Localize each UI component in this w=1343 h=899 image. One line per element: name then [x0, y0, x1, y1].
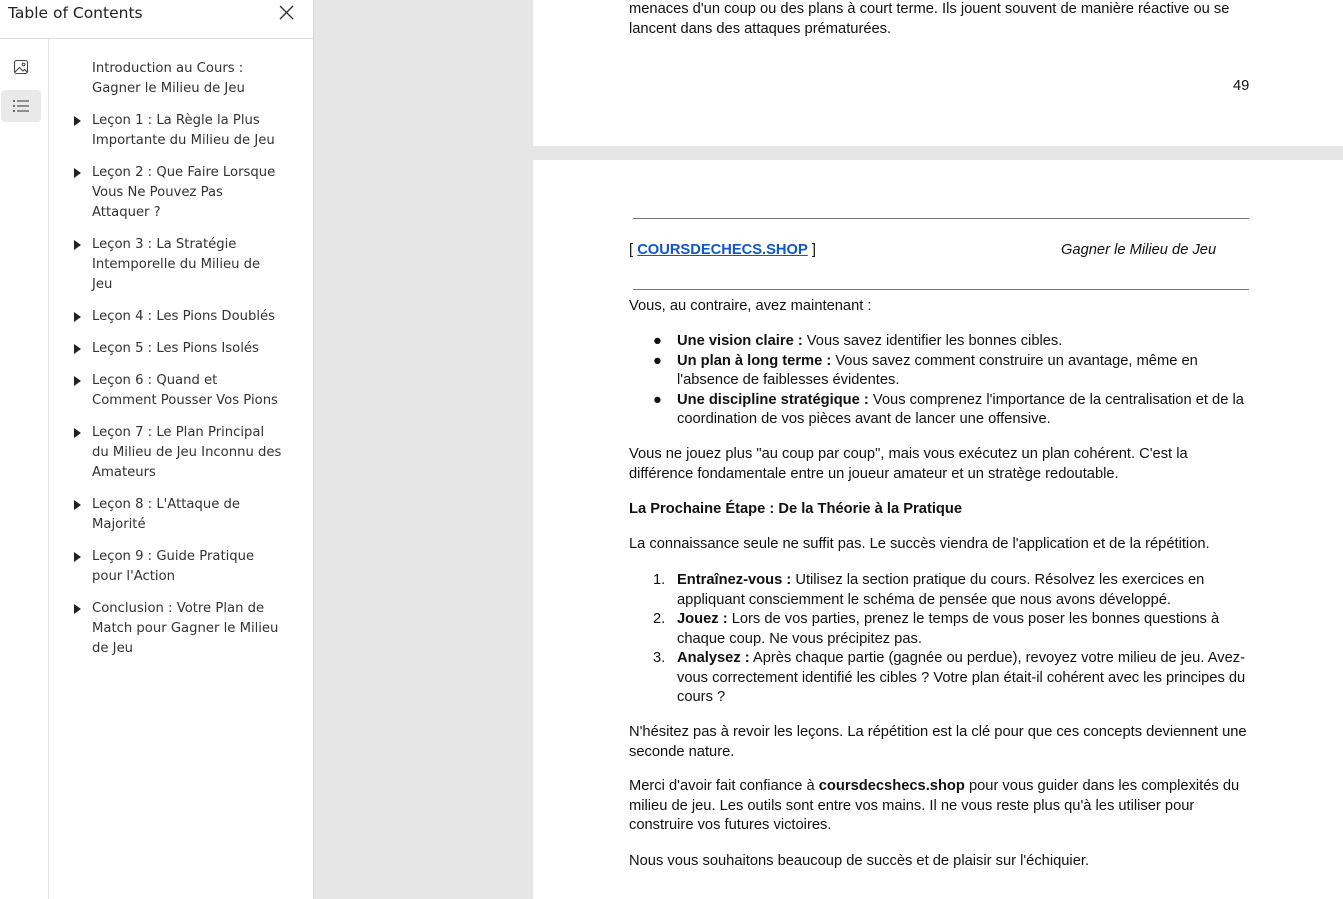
page-header-left	[629, 242, 816, 258]
toc-item-label: Leçon 2 : Que Faire Lorsque Vous Ne Pouvez Pas Attaquer ?	[92, 165, 276, 220]
paragraph-2: La connaissance seule ne suffit pas. Le succès viendra de l'application et de la répétition.	[629, 536, 1210, 552]
sidebar-view-rail	[0, 39, 49, 899]
header-rule-top	[633, 218, 1249, 219]
list-item-text: Lors de vos parties, prenez le temps de vous poser les bonnes questions à chaque coup. Ne vous précipitez pas.	[677, 611, 1220, 647]
toc-item[interactable]	[49, 163, 313, 223]
list-item-bold: Entraînez-vous :	[677, 572, 792, 588]
list-item-bold: Jouez :	[677, 611, 728, 627]
list-item	[629, 391, 1251, 430]
page-number: 49	[1233, 78, 1250, 94]
toc-list	[49, 59, 313, 671]
toc-item-label: Leçon 6 : Quand et Comment Pousser Vos Pions	[92, 373, 278, 408]
sidebar-header	[0, 0, 313, 39]
expand-arrow-icon[interactable]	[74, 344, 81, 354]
bracket-open: [	[629, 242, 634, 258]
step-number: 1.	[653, 572, 666, 588]
close-icon	[276, 2, 298, 24]
expand-arrow-icon[interactable]	[74, 116, 81, 126]
bracket-close: ]	[811, 242, 816, 258]
expand-arrow-icon[interactable]	[74, 376, 81, 386]
step-number: 3.	[653, 650, 666, 666]
list-item-bold: Analysez :	[677, 650, 750, 666]
toc-item-label: Leçon 8 : L'Attaque de Majorité	[92, 497, 241, 532]
expand-arrow-icon[interactable]	[74, 240, 81, 250]
toc-item-label: Leçon 5 : Les Pions Isolés	[92, 341, 259, 356]
toc-item-label: Leçon 1 : La Règle la Plus Importante du Milieu de Jeu	[92, 113, 275, 148]
toc-item-label: Introduction au Cours : Gagner le Milieu de Jeu	[92, 61, 245, 96]
bullet-marker: ●	[653, 333, 662, 349]
list-item-text: Vous comprenez l'importance de la centralisation et de la coordination de vos pièces avant de lancer une offensive.	[677, 391, 1244, 427]
expand-arrow-icon[interactable]	[74, 168, 81, 178]
list-item-bold: Une vision claire :	[677, 333, 803, 349]
list-item-text: Utilisez la section pratique du cours. Résolvez les exercices en appliquant consciemment le schéma de pensée que nous avons développé.	[677, 572, 1205, 608]
paragraph-4	[629, 777, 1251, 836]
expand-arrow-icon[interactable]	[74, 428, 81, 438]
bullet-marker: ●	[653, 391, 662, 408]
list-item-text: Vous savez identifier les bonnes cibles.	[802, 333, 1063, 349]
para4-bold: coursdecshecs.shop	[818, 778, 965, 794]
expand-arrow-icon[interactable]	[74, 604, 81, 614]
toc-item[interactable]	[49, 371, 313, 411]
para4-after: pour vous guider dans les complexités du milieu de jeu. Les outils sont entre vos mains. Il ne vous reste plus qu'à les utiliser pour construire vos futures victoires.	[629, 778, 1240, 833]
image-icon	[13, 59, 29, 75]
toc-item[interactable]	[49, 235, 313, 295]
para4-before: Merci d'avoir fait confiance à	[629, 778, 819, 794]
list-icon	[12, 98, 30, 114]
pdf-page-49	[533, 0, 1343, 146]
intro-paragraph: Vous, au contraire, avez maintenant :	[629, 298, 872, 314]
toc-item[interactable]	[49, 495, 313, 535]
list-item-text: Vous savez comment construire un avantage, même en l'absence de faiblesses évidentes.	[677, 352, 1198, 388]
bullet-list	[629, 332, 1251, 430]
list-item	[629, 610, 1251, 649]
list-item-text: Après chaque partie (gagnée ou perdue), revoyez votre milieu de jeu. Avez-vous correctement identifié les cibles ? Votre plan était-il cohérent avec les principes du cours ?	[677, 650, 1246, 705]
list-item	[629, 332, 1251, 352]
expand-arrow-icon[interactable]	[74, 500, 81, 510]
toc-item-label: Leçon 7 : Le Plan Principal du Milieu de Jeu Inconnu des Amateurs	[92, 425, 282, 480]
expand-arrow-icon[interactable]	[74, 312, 81, 322]
header-rule-bottom	[633, 289, 1249, 290]
toc-item[interactable]	[49, 111, 313, 151]
toc-item-label: Conclusion : Votre Plan de Match pour Gagner le Milieu de Jeu	[92, 601, 279, 656]
expand-arrow-icon[interactable]	[74, 552, 81, 562]
toc-item-label: Leçon 3 : La Stratégie Intemporelle du Milieu de Jeu	[92, 237, 261, 292]
site-link[interactable]: COURSDECHECS.SHOP	[637, 242, 808, 258]
page-header-title: Gagner le Milieu de Jeu	[1061, 242, 1217, 258]
page-text: menaces d'un coup ou des plans à court terme. Ils jouent souvent de manière réactive ou se lancent dans des attaques prématurées.	[629, 1, 1230, 37]
list-item	[629, 571, 1251, 610]
list-item	[629, 352, 1251, 391]
bullet-marker: ●	[653, 352, 662, 369]
thumbnails-view-button[interactable]	[1, 51, 41, 83]
list-item-bold: Un plan à long terme :	[677, 352, 832, 369]
list-item	[629, 649, 1251, 708]
close-sidebar-button[interactable]	[276, 2, 298, 24]
toc-sidebar	[0, 0, 314, 899]
subheading: La Prochaine Étape : De la Théorie à la Pratique	[629, 501, 963, 517]
toc-item[interactable]	[49, 307, 313, 327]
toc-item[interactable]	[49, 339, 313, 359]
toc-item[interactable]	[49, 547, 313, 587]
list-item-bold: Une discipline stratégique :	[677, 391, 869, 408]
toc-item[interactable]	[49, 599, 313, 659]
toc-item-label: Leçon 9 : Guide Pratique pour l'Action	[92, 549, 255, 584]
paragraph-3: N'hésitez pas à revoir les leçons. La répétition est la clé pour que ces concepts deviennent une seconde nature.	[629, 724, 1247, 760]
step-number: 2.	[653, 611, 666, 627]
toc-item[interactable]	[49, 423, 313, 483]
pdf-page-50	[533, 160, 1343, 899]
paragraph-5: Nous vous souhaitons beaucoup de succès et de plaisir sur l'échiquier.	[629, 853, 1090, 869]
toc-item-label: Leçon 4 : Les Pions Doublés	[92, 309, 276, 324]
numbered-list	[629, 571, 1251, 708]
toc-item[interactable]	[49, 59, 313, 99]
paragraph-1: Vous ne jouez plus "au coup par coup", mais vous exécutez un plan cohérent. C'est la différence fondamentale entre un joueur amateur et un stratège redoutable.	[629, 446, 1188, 482]
outline-view-button[interactable]	[1, 90, 41, 122]
sidebar-title: Table of Contents	[8, 4, 143, 22]
